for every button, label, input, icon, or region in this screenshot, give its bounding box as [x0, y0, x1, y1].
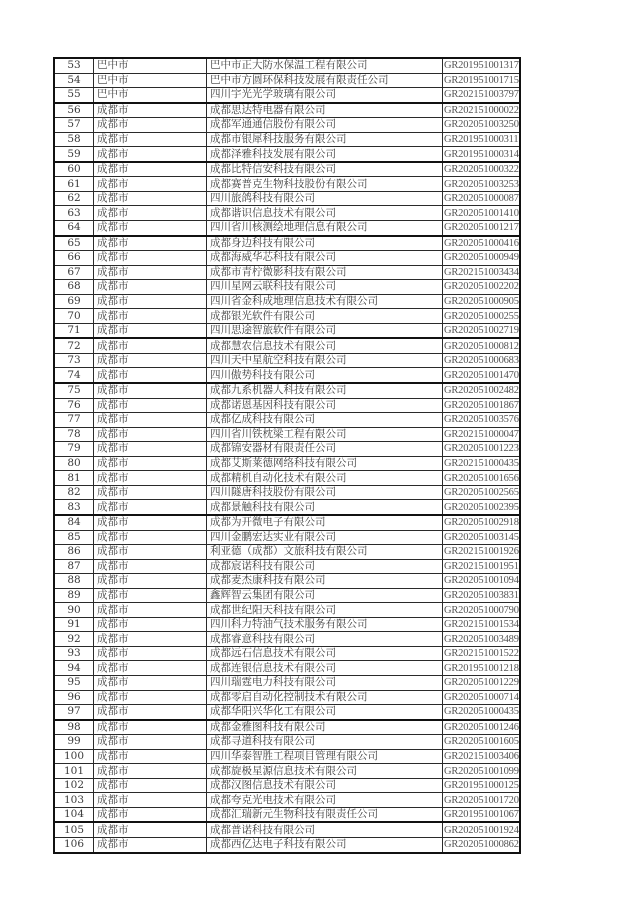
company-name-cell: 成都精机自动化技术有限公司: [207, 471, 443, 486]
row-number-cell: 91: [54, 617, 94, 632]
company-name-cell: 成都睿意科技有限公司: [207, 632, 443, 647]
certificate-code-cell: GR202051002202: [444, 281, 519, 293]
enterprise-table: [53, 57, 521, 854]
row-number-cell: 92: [54, 632, 94, 647]
company-name-cell: 成都景触科技有限公司: [207, 500, 443, 515]
company-name-cell: 成都比特信安科技有限公司: [207, 162, 443, 177]
table-row: [54, 58, 520, 73]
row-number-cell: 104: [54, 807, 94, 822]
table-row: [54, 398, 520, 413]
table-row: [54, 574, 520, 589]
city-cell: 成都市: [94, 162, 207, 177]
table-row: [54, 147, 520, 162]
table-row: [54, 177, 520, 192]
row-number-cell: 80: [54, 456, 94, 471]
row-number-cell: 58: [54, 132, 94, 147]
company-name-cell: 鑫辉智云集团有限公司: [207, 588, 443, 603]
certificate-code-cell: GR202051000683: [444, 355, 519, 367]
table-row: [54, 118, 520, 133]
table-row: [54, 368, 520, 383]
table-row: [54, 88, 520, 103]
company-name-cell: 成都亿成科技有限公司: [207, 413, 443, 428]
certificate-code-cell: GR202051001099: [444, 765, 519, 777]
certificate-table-container: [53, 57, 521, 854]
city-cell: 成都市: [94, 837, 207, 852]
row-number-cell: 63: [54, 206, 94, 221]
table-row: [54, 206, 520, 221]
city-cell: 成都市: [94, 530, 207, 545]
company-name-cell: 成都零启自动化控制技术有限公司: [207, 690, 443, 705]
table-body: [54, 58, 520, 853]
company-name-cell: 四川瑞霆电力科技有限公司: [207, 675, 443, 690]
table-row: [54, 735, 520, 750]
table-row: [54, 471, 520, 486]
row-number-cell: 69: [54, 294, 94, 309]
company-name-cell: 成都连银信息技术有限公司: [207, 661, 443, 676]
city-cell: 成都市: [94, 500, 207, 515]
city-cell: 成都市: [94, 442, 207, 457]
city-cell: 成都市: [94, 427, 207, 442]
company-name-cell: 成都世纪阳天科技有限公司: [207, 603, 443, 618]
row-number-cell: 98: [54, 720, 94, 735]
table-row: [54, 221, 520, 236]
table-row: [54, 236, 520, 251]
city-cell: 成都市: [94, 690, 207, 705]
company-name-cell: 成都市青柠微影科技有限公司: [207, 265, 443, 280]
city-cell: 成都市: [94, 251, 207, 266]
table-row: [54, 500, 520, 515]
certificate-code-cell: GR202051000255: [444, 310, 519, 322]
company-name-cell: 成都市银犀科技服务有限公司: [207, 132, 443, 147]
city-cell: 成都市: [94, 471, 207, 486]
certificate-code-cell: GR202051001094: [444, 575, 519, 587]
company-name-cell: 成都旋极星源信息技术有限公司: [207, 764, 443, 779]
certificate-code-cell: GR202051001229: [444, 677, 519, 689]
company-name-cell: 四川思途智旅软件有限公司: [207, 323, 443, 338]
row-number-cell: 106: [54, 837, 94, 852]
city-cell: 成都市: [94, 413, 207, 428]
certificate-code-cell: GR202151000022: [443, 103, 520, 118]
certificate-code-cell: GR202151000047: [444, 428, 519, 440]
row-number-cell: 94: [54, 661, 94, 676]
company-name-cell: 成都为开微电子有限公司: [207, 515, 443, 530]
row-number-cell: 75: [54, 383, 94, 398]
certificate-code-cell: GR201951000125: [444, 780, 519, 792]
certificate-code-cell: GR201951001317: [443, 58, 520, 73]
row-number-cell: 77: [54, 413, 94, 428]
certificate-code-cell: GR202051000949: [444, 252, 519, 264]
certificate-code-cell: GR201951001067: [443, 807, 520, 822]
company-name-cell: 巴中市正大防水保温工程有限公司: [207, 58, 443, 73]
certificate-code-cell: GR202051000435: [443, 705, 520, 720]
company-name-cell: 成都身边科技有限公司: [207, 236, 443, 251]
city-cell: 成都市: [94, 646, 207, 661]
certificate-code-cell: GR202051000714: [444, 691, 519, 703]
company-name-cell: 四川省金科成地理信息技术有限公司: [207, 294, 443, 309]
certificate-code-cell: GR202051000087: [444, 193, 519, 205]
table-row: [54, 280, 520, 295]
table-row: [54, 442, 520, 457]
company-name-cell: 成都海威华芯科技有限公司: [207, 251, 443, 266]
certificate-code-cell: GR202051000322: [443, 162, 520, 177]
row-number-cell: 62: [54, 191, 94, 206]
table-row: [54, 617, 520, 632]
row-number-cell: 61: [54, 177, 94, 192]
table-row: [54, 603, 520, 618]
row-number-cell: 86: [54, 545, 94, 560]
city-cell: 成都市: [94, 617, 207, 632]
row-number-cell: 57: [54, 118, 94, 133]
table-row: [54, 73, 520, 88]
certificate-code-cell: GR202151003797: [443, 88, 520, 103]
certificate-code-cell: GR202051001656: [444, 472, 519, 484]
certificate-code-cell: GR202051002719: [443, 323, 520, 338]
company-name-cell: 四川省川核测绘地理信息有限公司: [207, 221, 443, 236]
table-row: [54, 338, 520, 353]
company-name-cell: 成都普诺科技有限公司: [207, 822, 443, 837]
table-row: [54, 793, 520, 808]
city-cell: 成都市: [94, 735, 207, 750]
row-number-cell: 101: [54, 764, 94, 779]
city-cell: 成都市: [94, 515, 207, 530]
city-cell: 成都市: [94, 603, 207, 618]
certificate-code-cell: GR202151001534: [444, 619, 519, 631]
table-row: [54, 103, 520, 118]
table-row: [54, 413, 520, 428]
certificate-code-cell: GR202051000862: [443, 837, 520, 852]
city-cell: 成都市: [94, 221, 207, 236]
row-number-cell: 67: [54, 265, 94, 280]
company-name-cell: 成都银光软件有限公司: [207, 309, 443, 324]
company-name-cell: 巴中市方圆环保科技发展有限责任公司: [207, 73, 443, 88]
city-cell: 成都市: [94, 280, 207, 295]
city-cell: 巴中市: [94, 88, 207, 103]
company-name-cell: 成都九系机器人科技有限公司: [207, 383, 443, 398]
city-cell: 成都市: [94, 793, 207, 808]
table-row: [54, 675, 520, 690]
row-number-cell: 56: [54, 103, 94, 118]
table-row: [54, 588, 520, 603]
certificate-code-cell: GR202051002482: [443, 383, 520, 398]
company-name-cell: 成都谐识信息技术有限公司: [207, 206, 443, 221]
table-row: [54, 294, 520, 309]
company-name-cell: 成都夸克光电技术有限公司: [207, 793, 443, 808]
row-number-cell: 93: [54, 646, 94, 661]
row-number-cell: 78: [54, 427, 94, 442]
row-number-cell: 84: [54, 515, 94, 530]
city-cell: 成都市: [94, 103, 207, 118]
row-number-cell: 105: [54, 822, 94, 837]
city-cell: 成都市: [94, 661, 207, 676]
table-row: [54, 323, 520, 338]
certificate-code-cell: GR202051001924: [443, 822, 520, 837]
table-row: [54, 545, 520, 560]
city-cell: 成都市: [94, 353, 207, 368]
company-name-cell: 四川宇光光学玻璃有限公司: [207, 88, 443, 103]
city-cell: 成都市: [94, 485, 207, 500]
city-cell: 成都市: [94, 236, 207, 251]
city-cell: 成都市: [94, 545, 207, 560]
table-row: [54, 515, 520, 530]
row-number-cell: 65: [54, 236, 94, 251]
company-name-cell: 成都寻道科技有限公司: [207, 735, 443, 750]
table-row: [54, 764, 520, 779]
table-row: [54, 646, 520, 661]
certificate-code-cell: GR202051000790: [444, 604, 519, 616]
city-cell: 成都市: [94, 294, 207, 309]
certificate-code-cell: GR202051000416: [443, 236, 520, 251]
company-name-cell: 成都慧农信息技术有限公司: [207, 338, 443, 353]
city-cell: 成都市: [94, 720, 207, 735]
city-cell: 成都市: [94, 778, 207, 793]
company-name-cell: 成都锦安器材有限责任公司: [207, 442, 443, 457]
table-row: [54, 749, 520, 764]
company-name-cell: 四川金鹏宏达实业有限公司: [207, 530, 443, 545]
table-row: [54, 132, 520, 147]
certificate-code-cell: GR202051003253: [444, 178, 519, 190]
table-row: [54, 530, 520, 545]
certificate-code-cell: GR202051003576: [444, 414, 519, 426]
company-name-cell: 成都远石信息技术有限公司: [207, 646, 443, 661]
row-number-cell: 54: [54, 73, 94, 88]
city-cell: 成都市: [94, 206, 207, 221]
table-row: [54, 705, 520, 720]
table-row: [54, 162, 520, 177]
row-number-cell: 74: [54, 368, 94, 383]
company-name-cell: 成都华阳兴华化工有限公司: [207, 705, 443, 720]
city-cell: 成都市: [94, 132, 207, 147]
row-number-cell: 83: [54, 500, 94, 515]
row-number-cell: 88: [54, 574, 94, 589]
row-number-cell: 71: [54, 323, 94, 338]
city-cell: 成都市: [94, 118, 207, 133]
row-number-cell: 70: [54, 309, 94, 324]
company-name-cell: 四川天中星航空科技有限公司: [207, 353, 443, 368]
city-cell: 巴中市: [94, 73, 207, 88]
city-cell: 成都市: [94, 338, 207, 353]
city-cell: 巴中市: [94, 58, 207, 73]
certificate-code-cell: GR202051003831: [444, 589, 519, 601]
certificate-code-cell: GR202051001246: [443, 720, 520, 735]
row-number-cell: 60: [54, 162, 94, 177]
table-row: [54, 485, 520, 500]
table-row: [54, 559, 520, 574]
city-cell: 成都市: [94, 807, 207, 822]
certificate-code-cell: GR202051003489: [444, 633, 519, 645]
row-number-cell: 85: [54, 530, 94, 545]
company-name-cell: 成都军通通信股份有限公司: [207, 118, 443, 133]
company-name-cell: 利亚德（成都）文旅科技有限公司: [207, 545, 443, 560]
city-cell: 成都市: [94, 147, 207, 162]
row-number-cell: 89: [54, 588, 94, 603]
table-row: [54, 661, 520, 676]
city-cell: 成都市: [94, 559, 207, 574]
city-cell: 成都市: [94, 588, 207, 603]
table-row: [54, 632, 520, 647]
company-name-cell: 四川傲势科技有限公司: [207, 368, 443, 383]
certificate-code-cell: GR202051001720: [444, 794, 519, 806]
company-name-cell: 四川旅鸽科技有限公司: [207, 191, 443, 206]
certificate-code-cell: GR202051001410: [444, 207, 519, 219]
row-number-cell: 64: [54, 221, 94, 236]
city-cell: 成都市: [94, 632, 207, 647]
row-number-cell: 53: [54, 58, 94, 73]
certificate-code-cell: GR202051001217: [443, 221, 520, 236]
company-name-cell: 成都麦杰康科技有限公司: [207, 574, 443, 589]
table-row: [54, 309, 520, 324]
row-number-cell: 79: [54, 442, 94, 457]
row-number-cell: 100: [54, 749, 94, 764]
company-name-cell: 成都诺恩基因科技有限公司: [207, 398, 443, 413]
table-row: [54, 353, 520, 368]
company-name-cell: 成都泽雅科技发展有限公司: [207, 147, 443, 162]
certificate-code-cell: GR202051003250: [444, 119, 519, 131]
row-number-cell: 59: [54, 147, 94, 162]
company-name-cell: 四川星网云联科技有限公司: [207, 280, 443, 295]
city-cell: 成都市: [94, 749, 207, 764]
row-number-cell: 81: [54, 471, 94, 486]
row-number-cell: 87: [54, 559, 94, 574]
city-cell: 成都市: [94, 675, 207, 690]
certificate-code-cell: GR202051001470: [443, 368, 520, 383]
row-number-cell: 66: [54, 251, 94, 266]
row-number-cell: 82: [54, 485, 94, 500]
row-number-cell: 97: [54, 705, 94, 720]
city-cell: 成都市: [94, 574, 207, 589]
row-number-cell: 72: [54, 338, 94, 353]
row-number-cell: 68: [54, 280, 94, 295]
certificate-code-cell: GR202051001223: [444, 443, 519, 455]
company-name-cell: 成都宸诺科技有限公司: [207, 559, 443, 574]
certificate-code-cell: GR201951000311: [444, 134, 519, 145]
certificate-code-cell: GR202051002565: [444, 487, 519, 499]
table-row: [54, 191, 520, 206]
row-number-cell: 90: [54, 603, 94, 618]
table-row: [54, 778, 520, 793]
company-name-cell: 成都西亿达电子科技有限公司: [207, 837, 443, 852]
company-name-cell: 四川科力特油气技术服务有限公司: [207, 617, 443, 632]
certificate-code-cell: GR202151001926: [444, 546, 519, 558]
city-cell: 成都市: [94, 764, 207, 779]
row-number-cell: 55: [54, 88, 94, 103]
certificate-code-cell: GR201951001715: [444, 74, 519, 86]
row-number-cell: 76: [54, 398, 94, 413]
city-cell: 成都市: [94, 822, 207, 837]
row-number-cell: 73: [54, 353, 94, 368]
table-row: [54, 427, 520, 442]
row-number-cell: 95: [54, 675, 94, 690]
certificate-code-cell: GR202051001867: [444, 399, 519, 411]
table-row: [54, 822, 520, 837]
certificate-code-cell: GR202051000812: [443, 338, 520, 353]
table-row: [54, 265, 520, 280]
company-name-cell: 四川华泰智胜工程项目管理有限公司: [207, 749, 443, 764]
city-cell: 成都市: [94, 177, 207, 192]
table-row: [54, 383, 520, 398]
row-number-cell: 102: [54, 778, 94, 793]
certificate-code-cell: GR202051003145: [444, 531, 519, 543]
certificate-code-cell: GR202151000435: [444, 458, 519, 470]
company-name-cell: 四川省川铁枕梁工程有限公司: [207, 427, 443, 442]
table-row: [54, 837, 520, 852]
company-name-cell: 成都艾斯莱德网络科技有限公司: [207, 456, 443, 471]
certificate-code-cell: GR202151001951: [444, 560, 519, 572]
city-cell: 成都市: [94, 383, 207, 398]
city-cell: 成都市: [94, 398, 207, 413]
row-number-cell: 103: [54, 793, 94, 808]
city-cell: 成都市: [94, 323, 207, 338]
company-name-cell: 成都汇瑞新元生物科技有限责任公司: [207, 807, 443, 822]
company-name-cell: 四川隧唐科技股份有限公司: [207, 485, 443, 500]
table-row: [54, 456, 520, 471]
certificate-code-cell: GR201951000314: [443, 147, 520, 162]
row-number-cell: 96: [54, 690, 94, 705]
company-name-cell: 成都赛普克生物科技股份有限公司: [207, 177, 443, 192]
company-name-cell: 成都思达特电器有限公司: [207, 103, 443, 118]
city-cell: 成都市: [94, 265, 207, 280]
certificate-code-cell: GR201951001218: [444, 662, 519, 674]
table-row: [54, 720, 520, 735]
city-cell: 成都市: [94, 309, 207, 324]
certificate-code-cell: GR202051002918: [443, 515, 520, 530]
city-cell: 成都市: [94, 191, 207, 206]
table-row: [54, 807, 520, 822]
row-number-cell: 99: [54, 735, 94, 750]
company-name-cell: 成都汉图信息技术有限公司: [207, 778, 443, 793]
certificate-code-cell: GR202051000905: [444, 296, 519, 308]
certificate-code-cell: GR202051001605: [444, 736, 519, 748]
city-cell: 成都市: [94, 368, 207, 383]
certificate-code-cell: GR202151003434: [444, 266, 519, 278]
certificate-code-cell: GR202051002395: [443, 500, 520, 515]
company-name-cell: 成都金雅图科技有限公司: [207, 720, 443, 735]
certificate-code-cell: GR202151003406: [444, 750, 519, 762]
city-cell: 成都市: [94, 456, 207, 471]
table-row: [54, 251, 520, 266]
certificate-code-cell: GR202151001522: [444, 648, 519, 660]
table-row: [54, 690, 520, 705]
city-cell: 成都市: [94, 705, 207, 720]
